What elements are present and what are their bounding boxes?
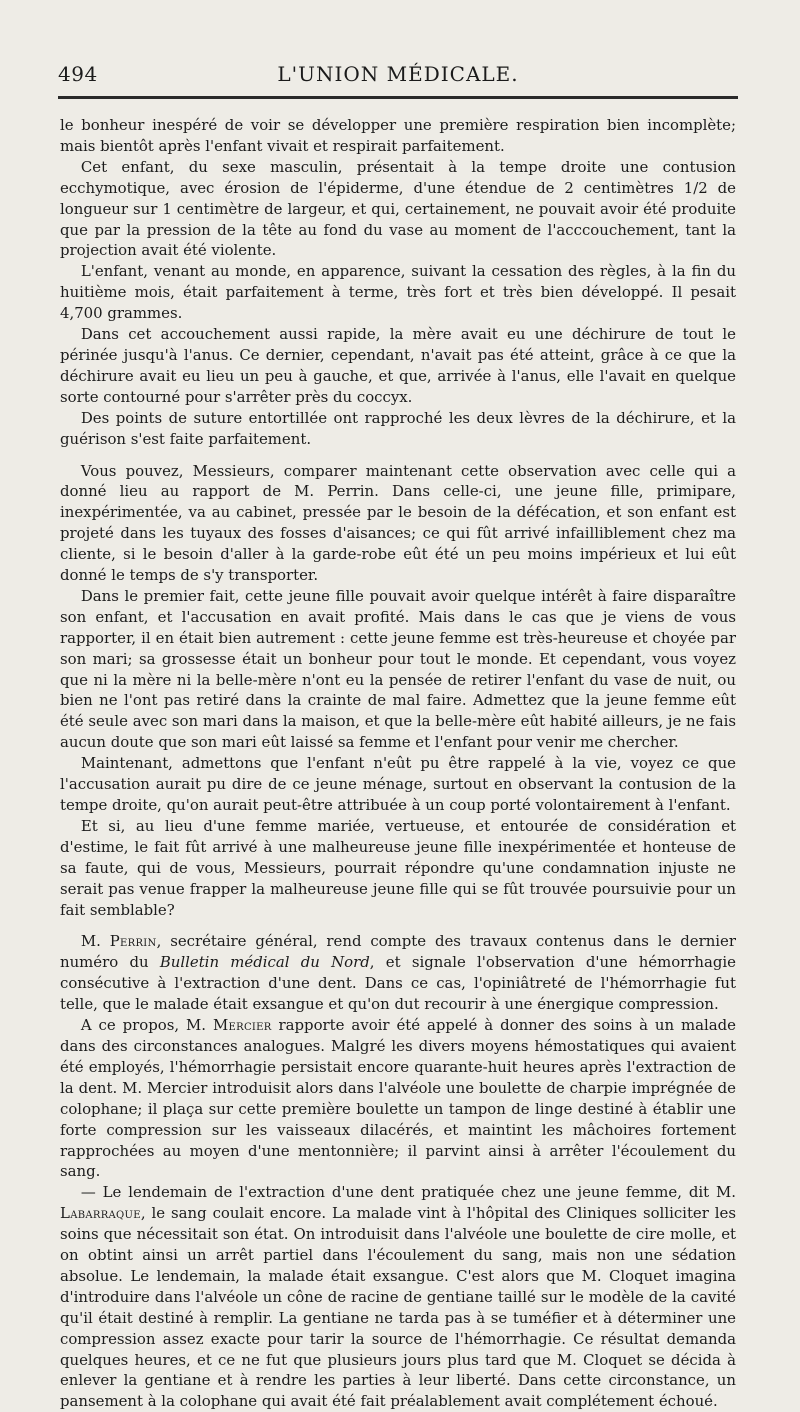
paragraph: L'enfant, venant au monde, en apparence, suivant la cessation des règles, à la fin du huitième mois, était parfaitement à terme, très fort et très bien développé. Il pesait 4,700 grammes. bbox=[60, 262, 736, 323]
paragraph: Maintenant, admettons que l'enfant n'eût pu être rappelé à la vie, voyez ce que l'accusation aurait pu dire de ce jeune ménage, surtout en observant la contusion de la tempe droite, qu'on aurait peut-être attribuée à un coup porté volontairement à l'enfant. bbox=[60, 754, 736, 814]
paragraph: Des points de suture entortillée ont rapproché les deux lèvres de la déchirure, et la guérison s'est faite parfaitement. bbox=[60, 408, 736, 448]
article-body bbox=[60, 115, 736, 1411]
paragraph-text: , le sang coulait encore. La malade vint à l'hôpital des Cliniques solliciter les soins que nécessitait son état. On introduisit dans l'alvéole une boulette de cire molle, et on obtint ainsi un arrêt partiel dans l'écoulement du sang, mais non une sédation absolue. Le lendemain, la malade était exsangue. C'est alors que M. Cloquet imagina d'introduire dans l'alvéole un cône de racine de gentiane taillé sur le modèle de la cavité qu'il était destiné à remplir. La gentiane ne tarda pas à se tuméfier et à déterminer une compression assez exacte pour tarir la source de l'hémorrhagie. Ce résultat demanda quelques heures, et ce ne fut que plusieurs jours plus tard que M. Cloquet se décida à enlever la gentiane et à rendre les parties à leur liberté. Dans cette circonstance, un pansement à la colophane qui avait été fait préalablement avait complétement échoué. bbox=[60, 1204, 736, 1411]
paragraph bbox=[60, 931, 736, 1015]
journal-title: Bulletin médical du Nord bbox=[159, 953, 370, 972]
paragraph-text: , et signale l'observation d'une hémorrhagie consécutive à l'extraction d'une dent. Dans ce cas, l'opiniâtreté de l'hémorrhagie fut telle, que le malade était exsangue et qu'on dut recourir à une énergique compression. bbox=[60, 953, 736, 1014]
speaker-name: Labarraque bbox=[60, 1204, 141, 1223]
page-header bbox=[58, 58, 738, 92]
paragraph bbox=[60, 1015, 736, 1182]
running-title: L'UNION MÉDICALE. bbox=[277, 62, 519, 86]
paragraph-lead: A ce propos, M. bbox=[80, 1016, 213, 1035]
speaker-name: Perrin bbox=[109, 932, 157, 951]
speaker-name: Mercier bbox=[212, 1016, 272, 1035]
header-rule bbox=[58, 96, 738, 99]
page-number: 494 bbox=[58, 62, 98, 86]
paragraph: Et si, au lieu d'une femme mariée, vertueuse, et entourée de considération et d'estime, le fait fût arrivé à une malheureuse jeune fille inexpérimentée et honteuse de sa faute, qui de vous, Messieurs, pourrait répondre qu'une condamnation injuste ne serait pas venue frapper la malheureuse jeune fille qui se fût trouvée poursuivie pour un fait semblable? bbox=[60, 816, 736, 919]
paragraph: Dans cet accouchement aussi rapide, la mère avait eu une déchirure de tout le périnée jusqu'à l'anus. Ce dernier, cependant, n'avait pas été atteint, grâce à ce que la déchirure avait eu lieu un peu à gauche, et que, arrivée à l'anus, elle l'avait en quelque sorte contourné pour s'arrêter près du coccyx. bbox=[60, 325, 736, 406]
speaker-prefix: M. bbox=[80, 932, 110, 951]
paragraph: Dans le premier fait, cette jeune fille pouvait avoir quelque intérêt à faire disparaître son enfant, et l'accusation en avait profité. Mais dans le cas que je viens de vous rapporter, il en était bien autrement : cette jeune femme est très-heureuse et choyée par son mari; sa grossesse était un bonheur pour tout le monde. Et cependant, vous voyez que ni la mère ni la belle-mère n'ont eu la pensée de retirer l'enfant du vase de nuit, ou bien ne l'ont pas retiré dans la crainte de mal faire. Admettez que la jeune femme eût été seule avec son mari dans la maison, et que la belle-mère eût habité ailleurs, je ne fais aucun doute que son mari eût laissé sa femme et l'enfant pour venir me chercher. bbox=[60, 586, 736, 752]
paragraph: le bonheur inespéré de voir se développer une première respiration bien incomplète; mais bientôt après l'enfant vivait et respirait parfaitement. bbox=[60, 116, 736, 155]
paragraph: Cet enfant, du sexe masculin, présentait à la tempe droite une contusion ecchymotique, avec érosion de l'épiderme, d'une étendue de 2 centimètres 1/2 de longueur sur 1 centimètre de largeur, et qui, certainement, ne pouvait avoir été produite que par la pression de la tête au fond du vase au moment de l'acccouchement, tant la projection avait été violente. bbox=[60, 157, 736, 260]
paragraph: Vous pouvez, Messieurs, comparer maintenant cette observation avec celle qui a donné lieu au rapport de M. Perrin. Dans celle-ci, une jeune fille, primipare, inexpérimentée, va au cabinet, pressée par le besoin de la défécation, et son enfant est projeté dans les tuyaux des fosses d'aisances; ce qui fût arrivé infailliblement chez ma cliente, si le besoin d'aller à la garde-robe eût été un peu moins impérieux et lui eût donné le temps de s'y transporter. bbox=[60, 461, 736, 585]
paragraph bbox=[60, 1182, 736, 1412]
paragraph-text: rapporte avoir été appelé à donner des soins à un malade dans des circonstances analogues. Malgré les divers moyens hémostatiques qui avaient été employés, l'hémorrhagie persistait encore quarante-huit heures après l'extraction de la dent. M. Mercier introduisit alors dans l'alvéole une boulette de charpie imprégnée de colophane; il plaça sur cette première boulette un tampon de linge destiné à établir une forte compression sur les vaisseaux dilacérés, et maintint les mâchoires fortement rapprochées au moyen d'une mentonnière; il parvint ainsi à arrêter l'écoulement du sang. bbox=[60, 1016, 736, 1181]
paragraph-lead: — Le lendemain de l'extraction d'une dent pratiquée chez une jeune femme, dit M. bbox=[80, 1183, 736, 1202]
paragraph-text: , secrétaire général, rend compte des travaux contenus dans le dernier numéro du bbox=[60, 932, 736, 972]
